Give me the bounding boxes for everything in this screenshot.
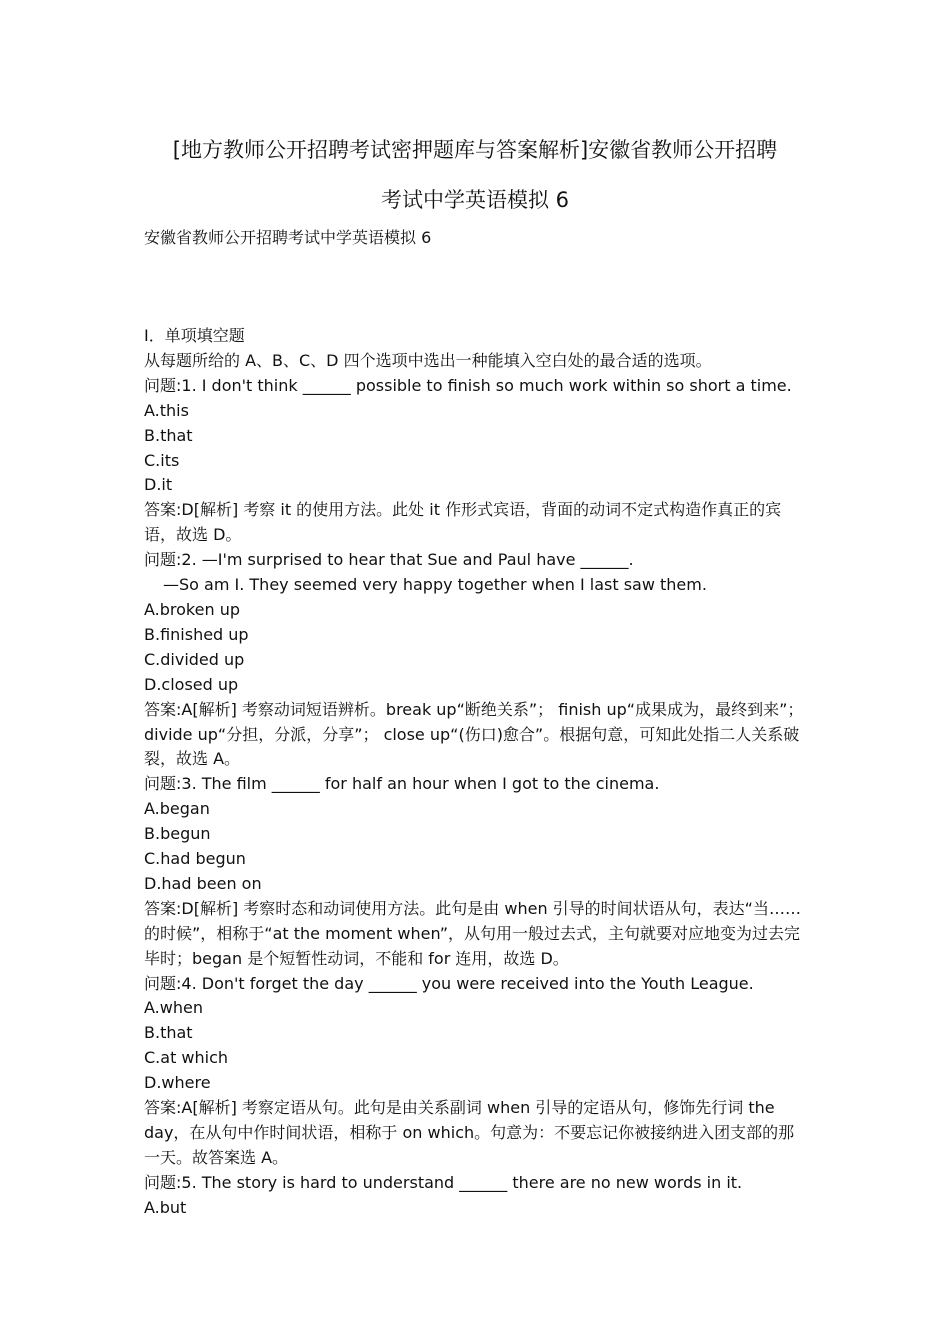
document-title-line-1: [地方教师公开招聘考试密押题库与答案解析]安徽省教师公开招聘 — [172, 138, 778, 162]
option-b: B.that — [144, 425, 193, 445]
question-block — [144, 1171, 808, 1221]
question-prompt-continued: —So am I. They seemed very happy together when I last saw them. — [163, 575, 707, 595]
answer-explanation: 答案:A[解析] 考察动词短语辨析。break up“断绝关系”； finish up“成果成为，最终到来”； divide up“分担，分派，分享”； close up“(伤口)愈合”。根据句意，可知此处指二人关系破裂，故选 A。 — [144, 699, 804, 769]
option-d: D.closed up — [144, 674, 239, 694]
section-heading: Ⅰ．单项填空题 — [144, 326, 245, 345]
question-block — [144, 972, 808, 1171]
question-prompt: 问题:2. —I'm surprised to hear that Sue and Paul have ______. — [144, 550, 634, 570]
question-block — [144, 374, 808, 548]
option-b: B.begun — [144, 824, 211, 844]
option-a: A.broken up — [144, 599, 240, 619]
question-prompt: 问题:1. I don't think ______ possible to finish so much work within so short a time. — [144, 375, 792, 395]
option-a: A.this — [144, 400, 189, 420]
instructions: 从每题所给的 A、B、C、D 四个选项中选出一种能填入空白处的最合适的选项。 — [144, 350, 712, 370]
option-d: D.had been on — [144, 873, 262, 893]
option-d: D.it — [144, 475, 173, 495]
document-subtitle: 安徽省教师公开招聘考试中学英语模拟 6 — [144, 228, 432, 247]
option-c: C.had begun — [144, 849, 246, 869]
answer-explanation: 答案:D[解析] 考察时态和动词使用方法。此句是由 when 引导的时间状语从句，表达“当……的时候”，相称于“at the moment when”，从句用一般过去式，主句就要对应地变为过去完毕时；began 是个短暂性动词，不能和 for 连用，故选 D。 — [144, 898, 801, 968]
option-a: A.began — [144, 799, 210, 819]
option-c: C.its — [144, 450, 180, 470]
document-body — [144, 324, 808, 1221]
answer-explanation: 答案:A[解析] 考察定语从句。此句是由关系副词 when 引导的定语从句，修饰先行词 the day，在从句中作时间状语，相称于 on which。句意为：不要忘记你被接纳进入团支部的那一天。故答案选 A。 — [144, 1098, 795, 1167]
option-b: B.that — [144, 1023, 193, 1043]
option-c: C.divided up — [144, 649, 245, 669]
option-a: A.but — [144, 1197, 187, 1217]
option-a: A.when — [144, 998, 203, 1018]
option-c: C.at which — [144, 1048, 229, 1068]
question-block — [144, 772, 808, 971]
question-prompt: 问题:3. The film ______ for half an hour when I got to the cinema. — [144, 774, 660, 794]
option-d: D.where — [144, 1073, 211, 1093]
answer-explanation: 答案:D[解析] 考察 it 的使用方法。此处 it 作形式宾语，背面的动词不定式构造作真正的宾语，故选 D。 — [144, 500, 782, 545]
question-block — [144, 548, 808, 772]
option-b: B.finished up — [144, 624, 249, 644]
question-prompt: 问题:4. Don't forget the day ______ you were received into the Youth League. — [144, 973, 754, 993]
document-title-line-2: 考试中学英语模拟 6 — [380, 188, 570, 212]
question-prompt: 问题:5. The story is hard to understand ______ there are no new words in it. — [144, 1172, 743, 1192]
